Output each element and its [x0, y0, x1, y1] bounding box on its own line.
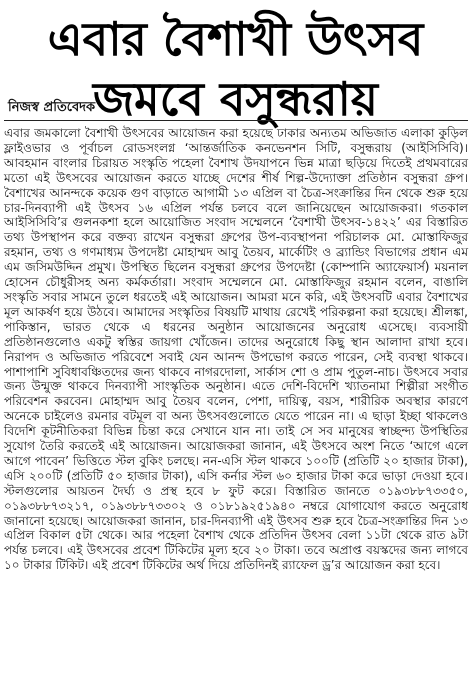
- article-body: এবার জমকালো বৈশাখী উৎসবের আয়োজন করা হয়েছে ঢাকার অন্যতম অভিজাত এলাকা কুড়িল ফ্লাইওভার ও পূর্বাচল রোডসংলগ্ন ‘আন্তর্জাতিক কনভেনশন সিটি, বসুন্ধরায় (আইসিসিবি)। আবহমান বাংলার চিরায়ত সংস্কৃতি পহেলা বৈশাখ উদযাপনে ভিন্ন মাত্রা ছড়িয়ে দিতেই প্রথমবারের মতো এই উৎসবের আয়োজন করতে যাচ্ছে দেশের শীর্ষ শিল্প-উদ্যোক্তা প্রতিষ্ঠান বসুন্ধরা গ্রুপ। বৈশাখের আনন্দকে কয়েক গুণ বাড়াতে আগামী ১৩ এপ্রিল বা চৈত্র-সংক্রান্তির দিন থেকে শুরু হয়ে চার-দিনব্যাপী এই উৎসব ১৬ এপ্রিল পর্যন্ত চলবে বলে জানিয়েছেন আয়োজকরা। গতকাল আইসিসিবি’র গুলনকশা হলে আয়োজিত সংবাদ সম্মেলনে ‘বৈশাখী উৎসব-১৪২২’ এর বিস্তারিত তথ্য উপস্থাপন করে বক্তব্য রাখেন বসুন্ধরা গ্রুপের উপ-ব্যবস্থাপনা পরিচালক মো. মোস্তাফিজুর রহমান, তথ্য ও গণমাধ্যম উপদেষ্টা মোহাম্মদ আবু তৈয়ব, মার্কেটিং ও ব্র্যান্ডিং বিভাগের প্রধান এম এম জসিমউদ্দিন প্রমুখ। উপস্থিত ছিলেন বসুন্ধরা গ্রুপের উপদেষ্টা (কোম্পানি অ্যাফেয়ার্স) ময়নাল হোসেন চৌধুরীসহ অন্য কর্মকর্তারা। সংবাদ সম্মেলনে মো. মোস্তাফিজুর রহমান বলেন, বাঙালি সংস্কৃতি সবার সামনে তুলে ধরতেই এই আয়োজন। আমরা মনে করি, এই উৎসবটি এবার বৈশাখের মূল আকর্ষণ হয়ে উঠবে। আমাদের সংস্কৃতির বিষয়টি মাথায় রেখেই পরিকল্পনা করা হয়েছে। শ্রীলঙ্কা, পাকিস্তান, ভারত থেকে এ ধরনের অনুষ্ঠান আয়োজনের অনুরোধ এসেছে। ব্যবসায়ী প্রতিষ্ঠানগুলোও একটু স্বস্তির জায়গা খোঁজেন। তাদের অনুরোধে কিছু স্থান আলাদা রাখা হবে। নিরাপদ ও অভিজাত পরিবেশে সবাই যেন আনন্দ উপভোগ করতে পারেন, সেই ব্যবস্থা থাকবে। পাশাপাশি সুবিধাবঞ্চিতদের জন্য থাকবে নাগরদোলা, সার্কাস শো ও প্রাম পুতুল-নাচ। উৎসবে সবার জন্য উন্মুক্ত থাকবে দিনব্যাপী সাংস্কৃতিক অনুষ্ঠান। এতে দেশি-বিদেশি খ্যাতনামা শিল্পীরা সংগীত পরিবেশন করবেন। মোহাম্মদ আবু তৈয়ব বলেন, পেশা, দায়িত্ব, বয়স, শারীরিক অবস্থার কারণে অনেকে চাইলেও রমনার বটমূল বা অন্য উৎসবগুলোতে যেতে পারেন না। এ ছাড়া ইচ্ছা থাকলেও বিদেশি কূটনীতিকরা বিভিন্ন চিন্তা করে সেখানে যান না। তাই সে সব মানুষের স্বাচ্ছন্দ্য উপস্থিতির সুযোগ তৈরি করতেই এই আয়োজন। আয়োজকরা জানান, এই উৎসবে অংশ নিতে ‘আগে এলে আগে পাবেন’ ভিত্তিতে স্টল বুকিং চলছে। নন-এসি স্টল থাকবে ১০০টি (প্রতিটি ২০ হাজার টাকা), এসি ২০০টি (প্রতিটি ৫০ হাজার টাকা), এসি কর্নার স্টল ৬০ হাজার টাকা করে ভাড়া দেওয়া হবে। স্টলগুলোর আয়তন দৈর্ঘ্য ও প্রস্থ হবে ৮ ফুট করে। বিস্তারিত জানতে ০১৯৩৮৮৭৩৩৫০, ০১৯৩৮৮৭৩২১৭, ০১৯৩৮৮৭৩৩০২ ও ০১৮১৯২৫১৯৪০ নম্বরে যোগাযোগ করতে অনুরোধ জানানো হয়েছে। আয়োজকরা জানান, চার-দিনব্যাপী এই উৎসব শুরু হবে চৈত্র-সংক্রান্তির দিন ১৩ এপ্রিল বিকাল ৫টা থেকে। আর পহেলা বৈশাখ থেকে প্রতিদিন উৎসব বেলা ১১টা থেকে রাত ৯টা পর্যন্ত চলবে। এই উৎসবের প্রবেশ টিকিটের মূল্য হবে ২০ টাকা। তবে অপ্রাপ্ত বয়স্কদের জন্য লাগবে ১০ টাকার টিকিট। এই প্রবেশ টিকিটের অর্থ দিয়ে প্রতিদিনই র‍্যাফেল ড্র’র আয়োজন করা হবে।: [4, 126, 468, 573]
- headline-line-2: জমবে বসুন্ধরায়: [93, 72, 378, 126]
- byline: নিজস্ব প্রতিবেদক: [8, 100, 96, 115]
- byline-divider: [4, 120, 468, 121]
- headline-line-1: এবার বৈশাখী উৎসব: [47, 12, 424, 66]
